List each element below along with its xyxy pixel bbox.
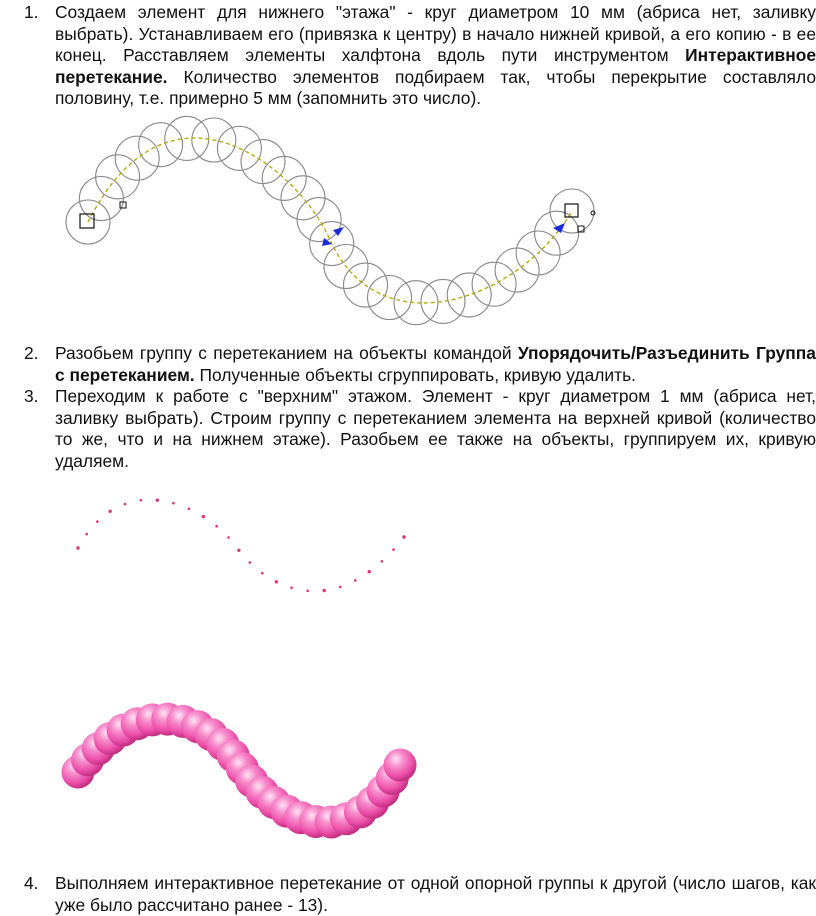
blend-circle [262, 156, 306, 200]
blend-arrow-marker [333, 227, 344, 236]
pink-bead [71, 743, 104, 776]
pink-bead [107, 714, 140, 747]
blend-circle [550, 189, 594, 233]
start-handle-marker [120, 202, 126, 208]
item-text-part: Разобьем группу с перетеканием на объекты командой [55, 343, 518, 363]
pink-bead [315, 806, 348, 839]
pink-dot [76, 546, 79, 549]
item-text [55, 386, 816, 472]
pink-bead [246, 776, 279, 809]
item-text-part: Создаем элемент для нижнего "этажа" - круг диаметром 10 мм (абриса нет, заливку выбрать). Устанавливаем его (привязка к центру) в начало нижней кривой, а его копию - в ее конец. Расставляем элементы халфтона вдоль пути инструментом [55, 2, 816, 66]
pink-bead [82, 732, 115, 765]
item-number: 4. [24, 873, 39, 893]
blend-circle [192, 118, 236, 162]
item-text [55, 343, 816, 386]
pink-dot [172, 502, 175, 505]
blend-circle [310, 222, 354, 266]
blend-circle [368, 276, 412, 320]
pink-bead [367, 775, 400, 808]
pink-dot [85, 533, 88, 536]
pink-bead [226, 752, 259, 785]
pink-dot [96, 520, 99, 523]
blend-circle [241, 140, 285, 184]
pink-bead [195, 718, 228, 751]
item-number: 1. [24, 2, 39, 22]
blend-circle [447, 273, 491, 317]
item-number: 3. [24, 386, 39, 406]
dots-group [76, 499, 405, 593]
pink-dot [140, 499, 143, 502]
beads-group [62, 703, 417, 839]
item-bold-term: Упорядочить/Разъединить Группа с перетеканием. [55, 343, 816, 385]
pink-bead [344, 795, 377, 828]
pink-dot [339, 586, 342, 589]
blend-arrow-marker [553, 223, 565, 233]
blend-circle [394, 281, 438, 325]
pink-bead [284, 801, 317, 834]
item-number: 2. [24, 343, 39, 363]
pink-bead [181, 710, 214, 743]
end-node-marker [565, 204, 578, 217]
blend-circle [115, 136, 159, 180]
blend-arrow-marker [322, 238, 332, 246]
pink-dot [202, 515, 205, 518]
blend-circle [66, 200, 110, 244]
end-handle-marker [578, 226, 584, 232]
blend-circle [472, 262, 516, 306]
pink-dot [188, 508, 191, 511]
item-text-part: Полученные объекты сгруппировать, кривую удалить. [194, 364, 636, 385]
pink-bead [136, 703, 169, 736]
blend-circle [297, 198, 341, 242]
pink-dot [124, 503, 127, 506]
pink-bead [206, 728, 239, 761]
blend-circle [495, 248, 539, 292]
pink-bead [121, 707, 154, 740]
blend-circle [165, 116, 209, 160]
pink-dot [392, 548, 395, 551]
pink-bead [257, 786, 290, 819]
pink-dot [261, 572, 264, 575]
pink-dot [402, 535, 405, 538]
pink-bead [384, 749, 417, 782]
blend-circle [421, 279, 465, 323]
blend-circle [96, 155, 140, 199]
pink-dot [323, 589, 326, 592]
item-bold-term: Интерактивное перетекание. [55, 45, 816, 87]
pink-bead [217, 739, 250, 772]
item-text-part: Количество элементов подбираем так, чтобы перекрытие составляло половину, т.е. примерно 5 мм (запомнить это число). [55, 66, 816, 109]
pink-bead [151, 703, 184, 736]
pink-dot [156, 499, 159, 502]
item-text [55, 2, 816, 110]
blend-circle [535, 211, 579, 255]
pink-bead [356, 786, 389, 819]
blend-path [88, 138, 572, 303]
pink-bead [376, 762, 409, 795]
item-text-part: Выполняем интерактивное перетекание от одной опорной группы к другой (число шагов, как уже было рассчитано ранее - 13). [55, 873, 816, 915]
blend-circle [79, 177, 123, 221]
pink-dot [306, 590, 309, 593]
item-text [55, 873, 816, 916]
pink-bead [270, 795, 303, 828]
pink-dot [368, 570, 371, 573]
start-node-marker [80, 214, 94, 228]
blend-circle [139, 123, 183, 167]
item-text-part: Переходим к работе с "верхним" этажом. Элемент - круг диаметром 1 мм (абриса нет, заливку выбрать). Строим группу с перетеканием элемента на верхней кривой (количество то же, что и на нижнем этаже). Разобьем ее также на объекты, группируем их, кривую удаляем. [55, 386, 816, 471]
pink-dot [109, 510, 112, 513]
blend-circle [344, 263, 388, 307]
blend-circle [281, 176, 325, 220]
pink-dot [227, 536, 230, 539]
blend-circle [217, 126, 261, 170]
blend-circles-group [66, 116, 594, 324]
pink-bead [330, 802, 363, 835]
pink-bead [235, 764, 268, 797]
pink-bead [167, 705, 200, 738]
pink-bead [62, 756, 95, 789]
pink-bead [299, 805, 332, 838]
pink-dot [354, 579, 357, 582]
pink-dot [275, 580, 278, 583]
blend-circle [324, 245, 368, 289]
pink-dot [249, 561, 252, 564]
end-handle-dot [591, 211, 595, 215]
pink-dot [215, 525, 218, 528]
pink-dot [381, 560, 384, 563]
pink-dot [237, 549, 240, 552]
pink-bead [94, 722, 127, 755]
blend-circle [516, 231, 560, 275]
pink-dot [290, 587, 293, 590]
